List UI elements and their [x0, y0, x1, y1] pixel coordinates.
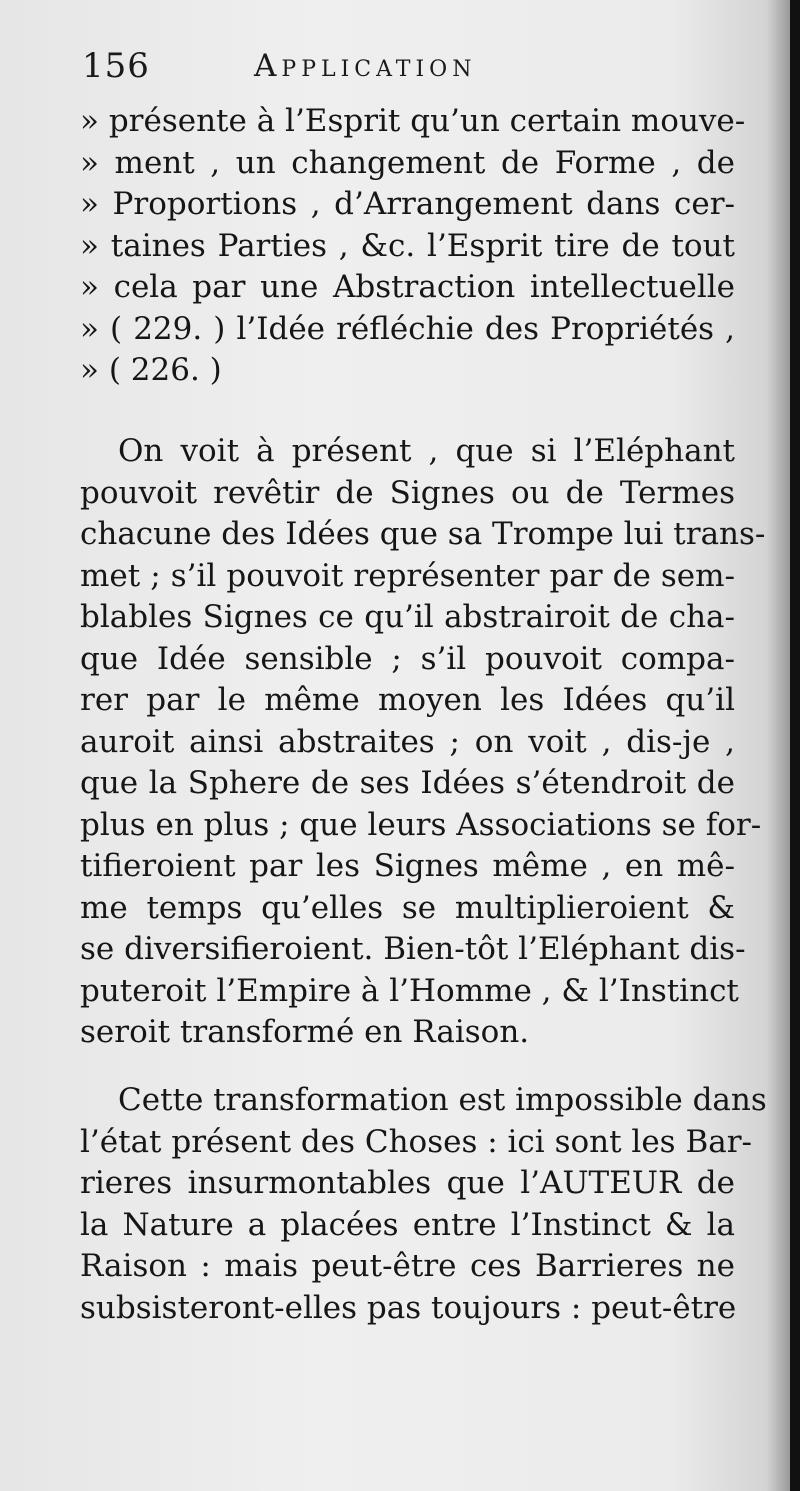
text-line: puteroit l’Empire à l’Homme , & l’Instinct [80, 972, 739, 1009]
text-line: chacune des Idées que sa Trompe lui trans- [80, 516, 766, 552]
text-line: » ( 229. ) l’Idée réfléchie des Propriétés , [80, 310, 735, 347]
text-line: » ment , un changement de Forme , de [80, 144, 735, 181]
text-line: » présente à l’Esprit qu’un certain mouve- [80, 103, 746, 139]
paragraph-2 [80, 1080, 767, 1329]
text-line: seroit transformé en Raison. [80, 1014, 530, 1050]
quote-block [80, 101, 746, 392]
text-line: » cela par une Abstraction intellectuelle [80, 269, 735, 305]
page-header [82, 40, 732, 100]
text-line: tifieroient par les Signes même , en mê- [80, 848, 735, 884]
text-line: que la Sphere de ses Idées s’étendroit de [80, 765, 735, 801]
text-line: plus en plus ; que leurs Associations se for- [80, 806, 762, 843]
text-line: met ; s’il pouvoit représenter par de sem- [80, 557, 735, 594]
paragraph-1 [80, 431, 766, 1054]
running-head: Application [254, 48, 477, 84]
page-number: 156 [82, 46, 150, 86]
text-line: me temps qu’elles se multiplieroient & [80, 889, 735, 926]
text-line: Raison : mais peut-être ces Barrieres ne [80, 1248, 735, 1284]
text-line: se diversifieroient. Bien-tôt l’Eléphant dis- [80, 931, 746, 967]
text-line: la Nature a placées entre l’Instinct & la [80, 1206, 735, 1243]
text-line: rieres insurmontables que l’AUTEUR de [80, 1165, 735, 1201]
text-line: » Proportions , d’Arrangement dans cer- [80, 186, 735, 222]
text-line: blables Signes ce qu’il abstrairoit de cha- [80, 599, 735, 635]
text-line: pouvoit revêtir de Signes ou de Termes [80, 474, 735, 511]
text-line: On voit à présent , que si l’Eléphant [118, 433, 735, 469]
text-line: que Idée sensible ; s’il pouvoit compa- [80, 640, 735, 677]
text-line: l’état présent des Choses : ici sont les Bar- [80, 1123, 752, 1160]
text-line: Cette transformation est impossible dans [118, 1082, 767, 1118]
text-line: rer par le même moyen les Idées qu’il [80, 682, 735, 718]
text-line: subsisteront-elles pas toujours : peut-être [80, 1289, 737, 1326]
text-line: auroit ainsi abstraites ; on voit , dis-je , [80, 723, 735, 760]
text-line: » taines Parties , &c. l’Esprit tire de tout [80, 227, 735, 264]
text-line: » ( 226. ) [80, 352, 222, 388]
